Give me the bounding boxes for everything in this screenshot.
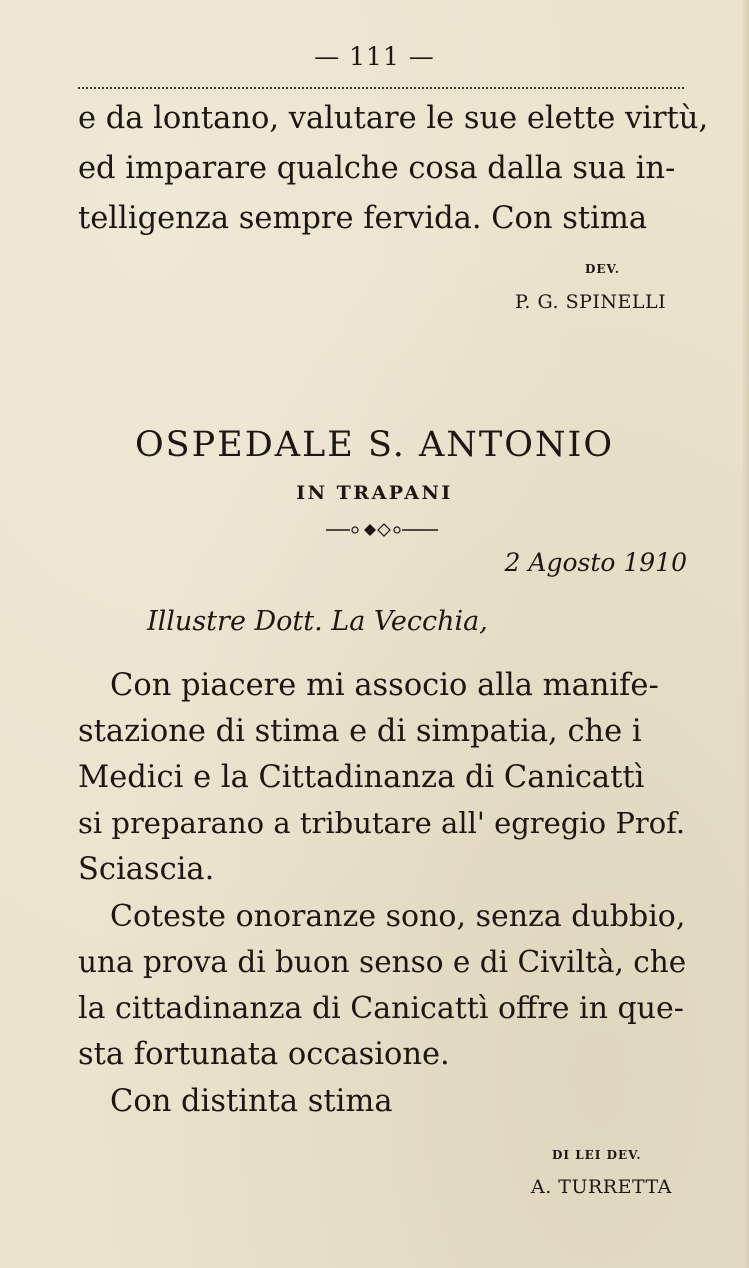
signature1-name: P. G. SPINELLI [515,291,667,313]
letter-salutation: Illustre Dott. La Vecchia, [147,606,488,637]
body-line-8: la cittadinanza di Canicattì offre in que- [78,991,684,1026]
body-line-10: Con distinta stima [110,1084,393,1119]
ornament-divider [322,522,442,538]
body-line-9: sta fortunata occasione. [78,1037,450,1072]
page-edge [743,0,749,1268]
header-rule [78,87,684,89]
hospital-title: OSPEDALE S. ANTONIO [134,425,615,465]
signature2-prefix: DI LEI DEV. [552,1148,642,1162]
body-line-3: Medici e la Cittadinanza di Canicattì [78,760,645,795]
intro-line-1: e da lontano, valutare le sue elette virtù, [78,101,709,136]
intro-line-2: ed imparare qualche cosa dalla sua in- [78,151,676,186]
intro-line-3: telligenza sempre fervida. Con stima [78,201,648,236]
body-line-7: una prova di buon senso e di Civiltà, che [78,945,687,979]
body-line-4: si preparano a tributare all' egregio Prof. [78,806,686,840]
body-line-1: Con piacere mi associo alla manife- [110,668,659,703]
signature1-prefix: DEV. [585,262,620,276]
hospital-subtitle: IN TRAPANI [296,482,453,504]
body-line-2: stazione di stima e di simpatia, che i [78,714,642,749]
page-number: — 111 — [314,42,435,71]
body-line-5: Sciascia. [78,852,215,887]
body-line-6: Coteste onoranze sono, senza dubbio, [110,899,686,934]
signature2-name: A. TURRETTA [531,1176,672,1198]
letter-date: 2 Agosto 1910 [504,548,687,577]
